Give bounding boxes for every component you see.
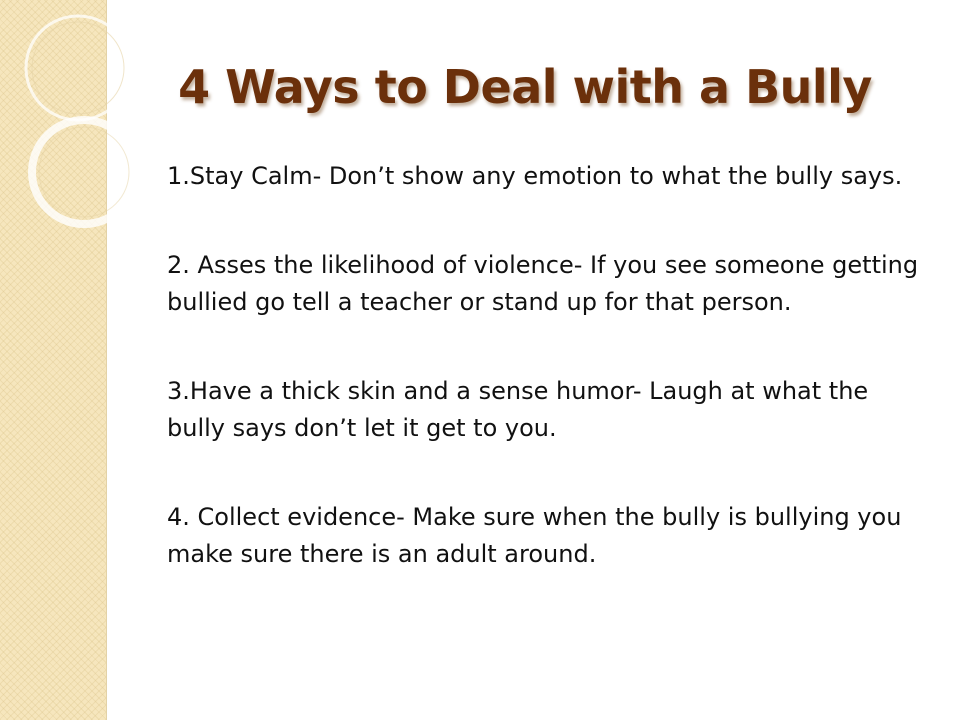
decorative-rings <box>0 0 160 260</box>
slide-body <box>167 158 927 573</box>
tip-item-4: 4. Collect evidence- Make sure when the bully is bullying you make sure there is an adult around. <box>167 503 902 568</box>
tip-item-2: 2. Asses the likelihood of violence- If you see someone getting bullied go tell a teacher or stand up for that person. <box>167 251 919 316</box>
tip-item-3: 3.Have a thick skin and a sense humor- Laugh at what the bully says don’t let it get to you. <box>167 377 869 442</box>
slide-title: 4 Ways to Deal with a Bully <box>178 60 872 114</box>
tip-item-1: 1.Stay Calm- Don’t show any emotion to what the bully says. <box>167 162 903 190</box>
